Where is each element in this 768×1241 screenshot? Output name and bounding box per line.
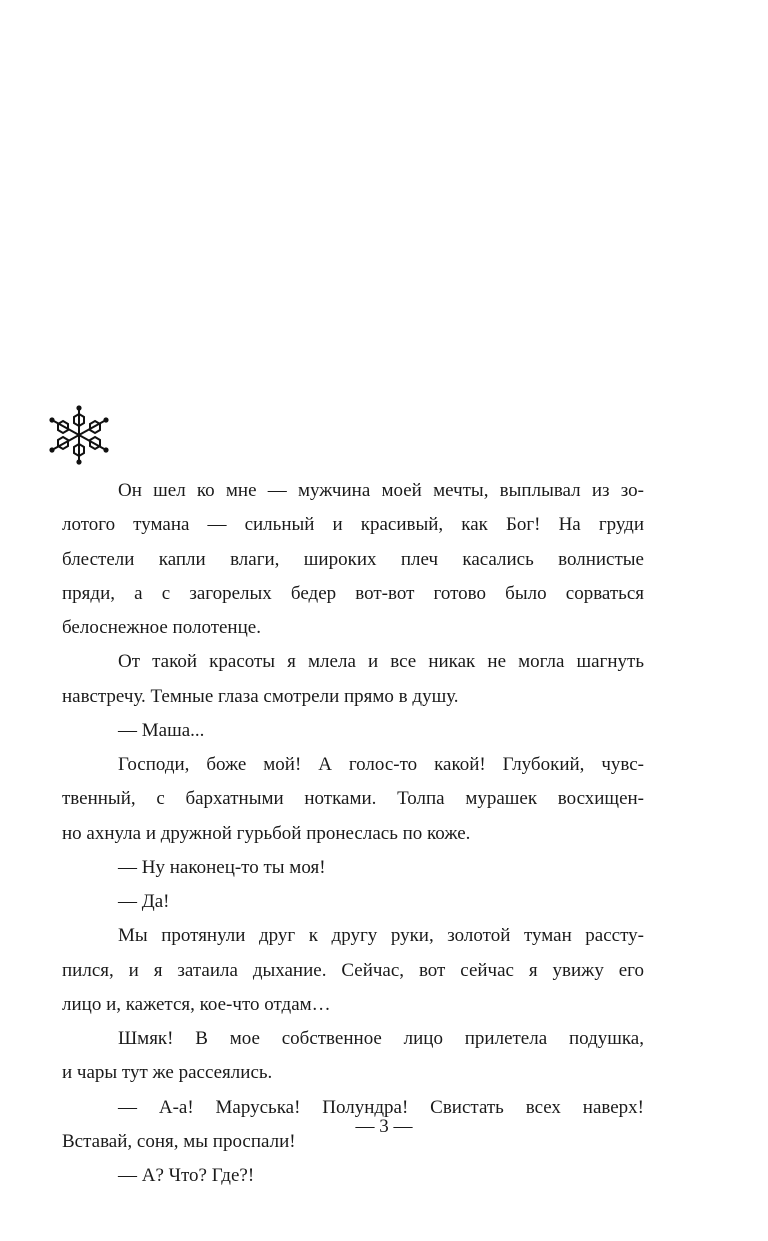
body-text xyxy=(62,474,644,1193)
text-line: пряди, а с загорелых бедер вот-вот готово было сорваться xyxy=(62,582,644,604)
text-line: лицо и, кажется, кое-что отдам… xyxy=(62,993,331,1015)
text-line: Мы протянули друг к другу руки, золотой туман рассту- xyxy=(118,925,644,947)
text-line: твенный, с бархатными нотками. Толпа мурашек восхищен- xyxy=(62,788,644,810)
page-number: — 3 — xyxy=(355,1116,413,1137)
text-line: пился, и я затаила дыхание. Сейчас, вот сейчас я увижу его xyxy=(62,959,644,981)
text-line: Шмяк! В мое собственное лицо прилетела подушка, xyxy=(118,1028,644,1049)
snowflake-icon xyxy=(46,404,112,466)
text-line: и чары тут же рассеялись. xyxy=(62,1062,273,1084)
text-line: блестели капли влаги, широких плеч касались волнистые xyxy=(62,548,644,570)
text-line: Вставай, соня, мы проспали! xyxy=(62,1130,296,1152)
text-line: — Маша... xyxy=(118,719,205,741)
text-line: — А-а! Маруська! Полундра! Свистать всех наверх! xyxy=(118,1096,644,1118)
text-line: но ахнула и дружной гурьбой пронеслась по коже. xyxy=(62,822,471,844)
text-line: навстречу. Темные глаза смотрели прямо в душу. xyxy=(62,685,459,707)
text-line: От такой красоты я млела и все никак не могла шагнуть xyxy=(118,651,644,673)
text-line: — Ну наконец-то ты моя! xyxy=(118,856,326,878)
text-line: белоснежное полотенце. xyxy=(62,617,261,638)
text-line: Господи, боже мой! А голос-то какой! Глубокий, чувс- xyxy=(118,754,644,775)
text-line: лотого тумана — сильный и красивый, как Бог! На груди xyxy=(62,514,644,536)
text-line: Он шел ко мне — мужчина моей мечты, выплывал из зо- xyxy=(118,480,644,501)
text-line: — Да! xyxy=(118,891,170,912)
text-line: — А? Что? Где?! xyxy=(118,1165,255,1186)
